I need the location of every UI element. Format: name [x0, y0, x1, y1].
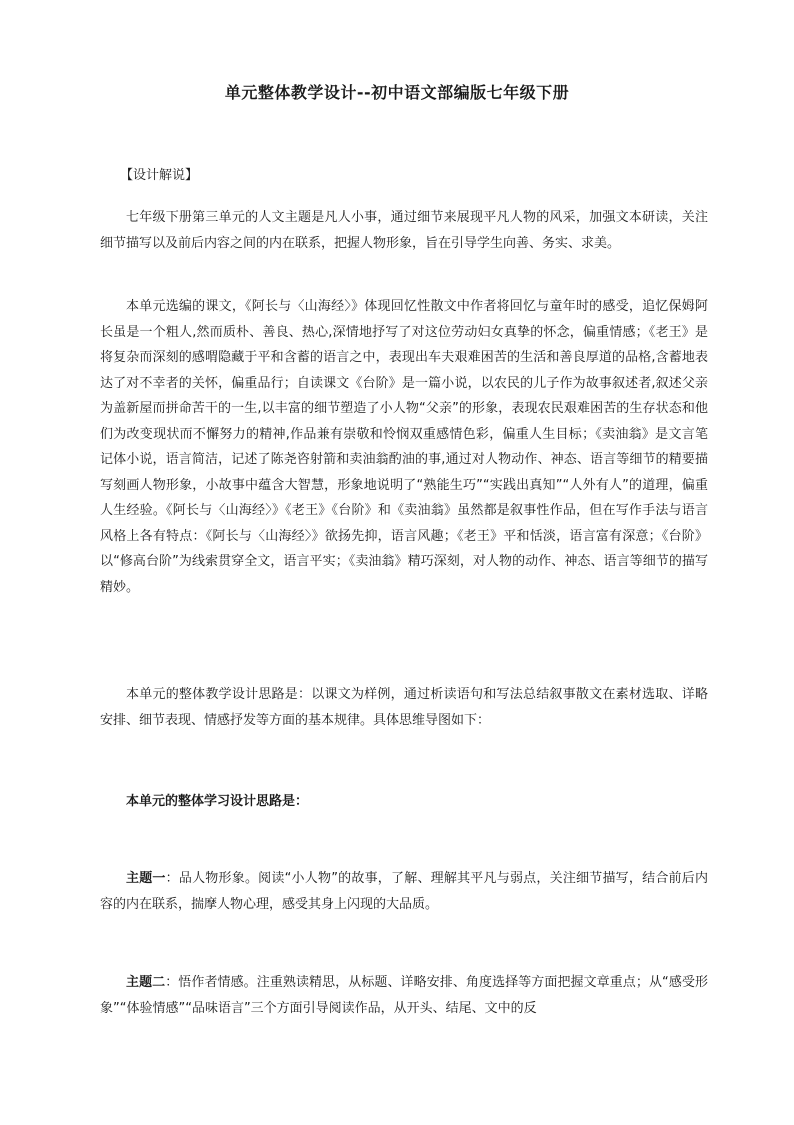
theme-two-paragraph [100, 970, 708, 1021]
section-label: 【设计解说】 [120, 168, 199, 183]
document-title: 单元整体教学设计--初中语文部编版七年级下册 [224, 83, 570, 102]
theme-one-text: ：品人物形象。阅读“小人物”的故事，了解、理解其平凡与弱点，关注细节描写，结合前后内容的内在联系，揣摩人物心理，感受其身上闪现的大品质。 [100, 871, 708, 912]
paragraph-design-approach: 本单元的整体教学设计思路是：以课文为样例，通过析读语句和写法总结叙事散文在素材选取、详略安排、细节表现、情感抒发等方面的基本规律。具体思维导图如下： [100, 687, 708, 728]
theme-two-label: 主题二 [126, 975, 166, 990]
theme-two-text: ：悟作者情感。注重熟读精思，从标题、详略安排、角度选择等方面把握文章重点；从“感受形象”“体验情感”“品味语言”三个方面引导阅读作品，从开头、结尾、文中的反 [100, 975, 708, 1016]
theme-one-label: 主题一 [126, 871, 166, 886]
paragraph-unit-theme: 七年级下册第三单元的人文主题是凡人小事，通过细节来展现平凡人物的风采，加强文本研读，关注细节描写以及前后内容之间的内在联系，把握人物形象，旨在引导学生向善、务实、求美。 [100, 210, 708, 251]
learning-design-heading: 本单元的整体学习设计思路是： [126, 794, 309, 809]
paragraph-texts-overview: 本单元选编的课文，《阿长与〈山海经〉》体现回忆性散文中作者将回忆与童年时的感受，追忆保姆阿长虽是一个粗人,然而质朴、善良、热心,深情地抒写了对这位劳动妇女真挚的怀念，偏重情感；《老王》是将复杂而深刻的感喟隐藏于平和含蓄的语言之中，表现出车夫艰难困苦的生活和善良厚道的品格,含蓄地表达了对不幸者的关怀，偏重品行；自读课文《台阶》是一篇小说，以农民的儿子作为故事叙述者,叙述父亲为盖新屋而拼命苦干的一生,以丰富的细节塑造了小人物“父亲”的形象，表现农民艰难困苦的生存状态和他们为改变现状而不懈努力的精神,作品兼有崇敬和怜悯双重感情色彩，偏重人生目标；《卖油翁》是文言笔记体小说，语言简洁，记述了陈尧咨射箭和卖油翁酌油的事,通过对人物动作、神态、语言等细节的精要描写刻画人物形象，小故事中蕴含大智慧，形象地说明了“熟能生巧”“实践出真知”“人外有人”的道理，偏重人生经验。《阿长与〈山海经〉》《老王》《台阶》和《卖油翁》虽然都是叙事性作品，但在写作手法与语言风格上各有特点：《阿长与〈山海经〉》欲扬先抑，语言风趣；《老王》平和恬淡，语言富有深意；《台阶》以“修高台阶”为线索贯穿全文，语言平实；《卖油翁》精巧深刻，对人物的动作、神态、语言等细节的描写精妙。 [100, 299, 708, 595]
theme-one-paragraph [100, 866, 708, 917]
